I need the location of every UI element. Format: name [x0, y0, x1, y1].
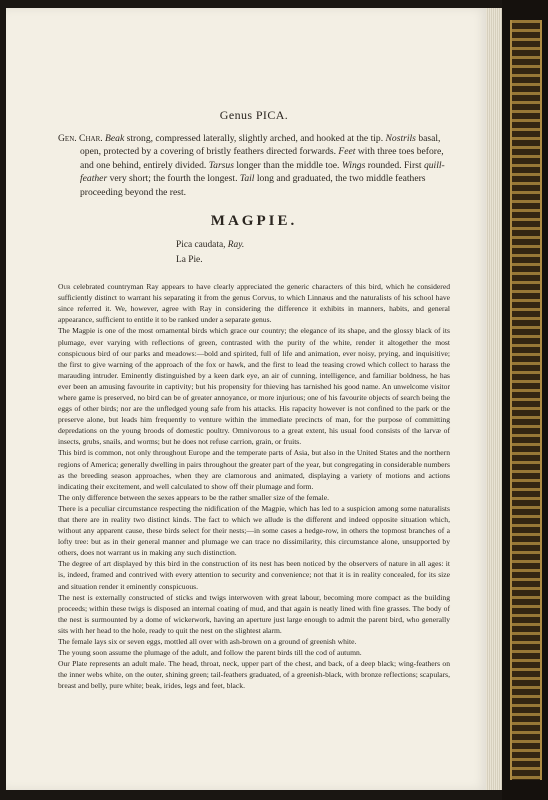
body-paragraph — [58, 492, 450, 503]
synonym-name: La Pie. — [176, 255, 203, 266]
character-description: longer than the middle toe. — [233, 159, 342, 171]
body-paragraph — [58, 281, 450, 325]
paragraph-text: The nest is externally constructed of sticks and twigs interwoven with great labour, becoming more compact as the building proceeds; within these twigs is disposed an internal coating of mud, and that again is neatly lined with fine grasses. The body of the nest is surmounted by a dome of wickerwork, having an aperture just large enough to admit the parent bird, who generally sits with her head to the hole, ready to quit the nest on the slightest alarm. — [58, 592, 450, 635]
paragraph-text: There is a peculiar circumstance respecting the nidification of the Magpie, which has led to a suspicion among some naturalists that there are in reality two distinct kinds. The fact to which we allude is the different and indeed opposite situation which, without any apparent cause, these birds select for their nests;—in some cases a hedge-row, in others the topmost branches of a lofty tree: but as in their general manner and plumage we can trace no dissimilarity, this circumstance alone, unsupported by others, does not warrant us in making any such distinction. — [58, 503, 450, 558]
page-content — [58, 108, 450, 692]
generic-character-label: Gen. Char. — [58, 133, 103, 144]
character-description: very short; the fourth the longest. — [107, 173, 240, 185]
body-paragraph — [58, 447, 450, 491]
paragraph-text: This bird is common, not only throughout Europe and the temperate parts of Asia, but also in the United States and the northern regions of America; generally dwelling in pairs throughout the greater part of the year, but congregating in considerable numbers as the breeding season approaches, when they are clamorous and animated, displaying a variety of motions and actions indicating their excitement, and well calculated to show off their plumage and form. — [58, 448, 450, 491]
paragraph-text: The degree of art displayed by this bird in the construction of its nest has been noticed by the observers of nature in all ages: it is, indeed, framed and contrived with every attention to security and convenience; not that it is in reality concealed, for its size and situation render it eminently conspicuous. — [58, 559, 450, 591]
body-paragraph — [58, 558, 450, 591]
genus-title: Genus PICA. — [219, 108, 289, 122]
character-description: long and graduated, the two middle feathers proceeding beyond the rest. — [80, 173, 426, 198]
character-term: quill-feather — [80, 159, 445, 185]
synonym-name: Pica caudata, — [176, 240, 226, 251]
paragraph-text: The female lays six or seven eggs, mottled all over with ash-brown on a ground of greenish white. — [58, 637, 357, 647]
page-edges — [486, 8, 502, 790]
synonym-line — [176, 253, 450, 268]
paragraph-text: celebrated countryman Ray appears to have clearly appreciated the generic characters of this bird, which he considered sufficiently distinct to warrant his separating it from the genus Corvus, to which Linnæus and the naturalists of his school have since referred it. We, however, agree with Ray in considering the difference it exhibits in manners, habits, and general appearance, sufficient to entitle it to be ranked under a separate genus. — [58, 282, 450, 325]
paragraph-text: The young soon assume the plumage of the adult, and follow the parent birds till the cod of autumn. — [58, 648, 362, 658]
character-description: basal, open, protected by a covering of bristly feathers directed forwards. — [80, 133, 441, 158]
character-description: rounded. First — [365, 159, 424, 171]
paragraph-text: Our Plate represents an adult male. The head, throat, neck, upper part of the chest, and back, of a deep black; wing-feathers on the inner webs white, on the outer, shining green; tail-feathers graduated, of a greenish-black, with bronze reflections; scapulars, breast and belly, pure white; beak, irides, legs and feet, black. — [58, 659, 450, 691]
paragraph-text: The Magpie is one of the most ornamental birds which grace our country; the elegance of its shape, and the glossy black of its plumage, ever varying with reflections of green, contrasted with the purity of the white, render it altogether the most conspicuous bird of our parks and meadows:—bold and spirited, full of life and animation, ever noisy, prying, and inquisitive; the first to give warning of the approach of the fox or hawk, and the first to lead the teasing crowd which collect to harass the marauding intruder. Eminently distinguished by a keen dark eye, an air of cunning, intelligence, and familiar boldness, he has ever been an amusing favourite in captivity; but his propensity for thieving has tarnished his good name. An unwelcome visitor where game is preserved, no bird can be of greater annoyance, or more injurious; one of his favourite objects of search being the eggs of other birds; nor are the unfledged young safe from his attacks. His rapacity however is not confined to the park or the preserve alone, but leads him frequently to venture within the immediate precincts of man, for the purpose of committing depredations on the young broods of domestic poultry. Omnivorous to a great extent, his usual food consists of the larvæ of insects, grubs, snails, and worms; but he does not refuse carrion, grain, or fruits. — [58, 326, 450, 447]
paragraph-text: The only difference between the sexes appears to be the rather smaller size of the female. — [58, 492, 330, 502]
character-term: Feet — [338, 146, 356, 158]
character-term: Nostrils — [385, 133, 416, 144]
paragraph-lead: Our — [58, 282, 71, 292]
gilt-border-ornament — [510, 20, 542, 780]
body-paragraph — [58, 503, 450, 558]
species-title: MAGPIE. — [210, 213, 298, 230]
character-term: Tail — [239, 173, 255, 185]
body-paragraph — [58, 325, 450, 447]
body-paragraph — [58, 592, 450, 636]
character-description: with three toes before, and one behind, entirely divided. — [80, 146, 444, 171]
synonym-list — [58, 238, 450, 268]
synonym-line — [176, 238, 450, 253]
character-term: Tarsus — [208, 159, 234, 171]
generic-character-text — [80, 133, 445, 198]
character-term: Wings — [341, 159, 366, 171]
character-term: Beak — [105, 133, 125, 144]
character-description: strong, compressed laterally, slightly arched, and hooked at the tip. — [124, 133, 386, 144]
generic-character — [58, 132, 450, 199]
synonym-author: Ray. — [227, 240, 245, 251]
body-paragraph — [58, 636, 450, 647]
body-paragraph — [58, 658, 450, 691]
body-paragraph — [58, 647, 450, 658]
body-text — [58, 281, 450, 691]
